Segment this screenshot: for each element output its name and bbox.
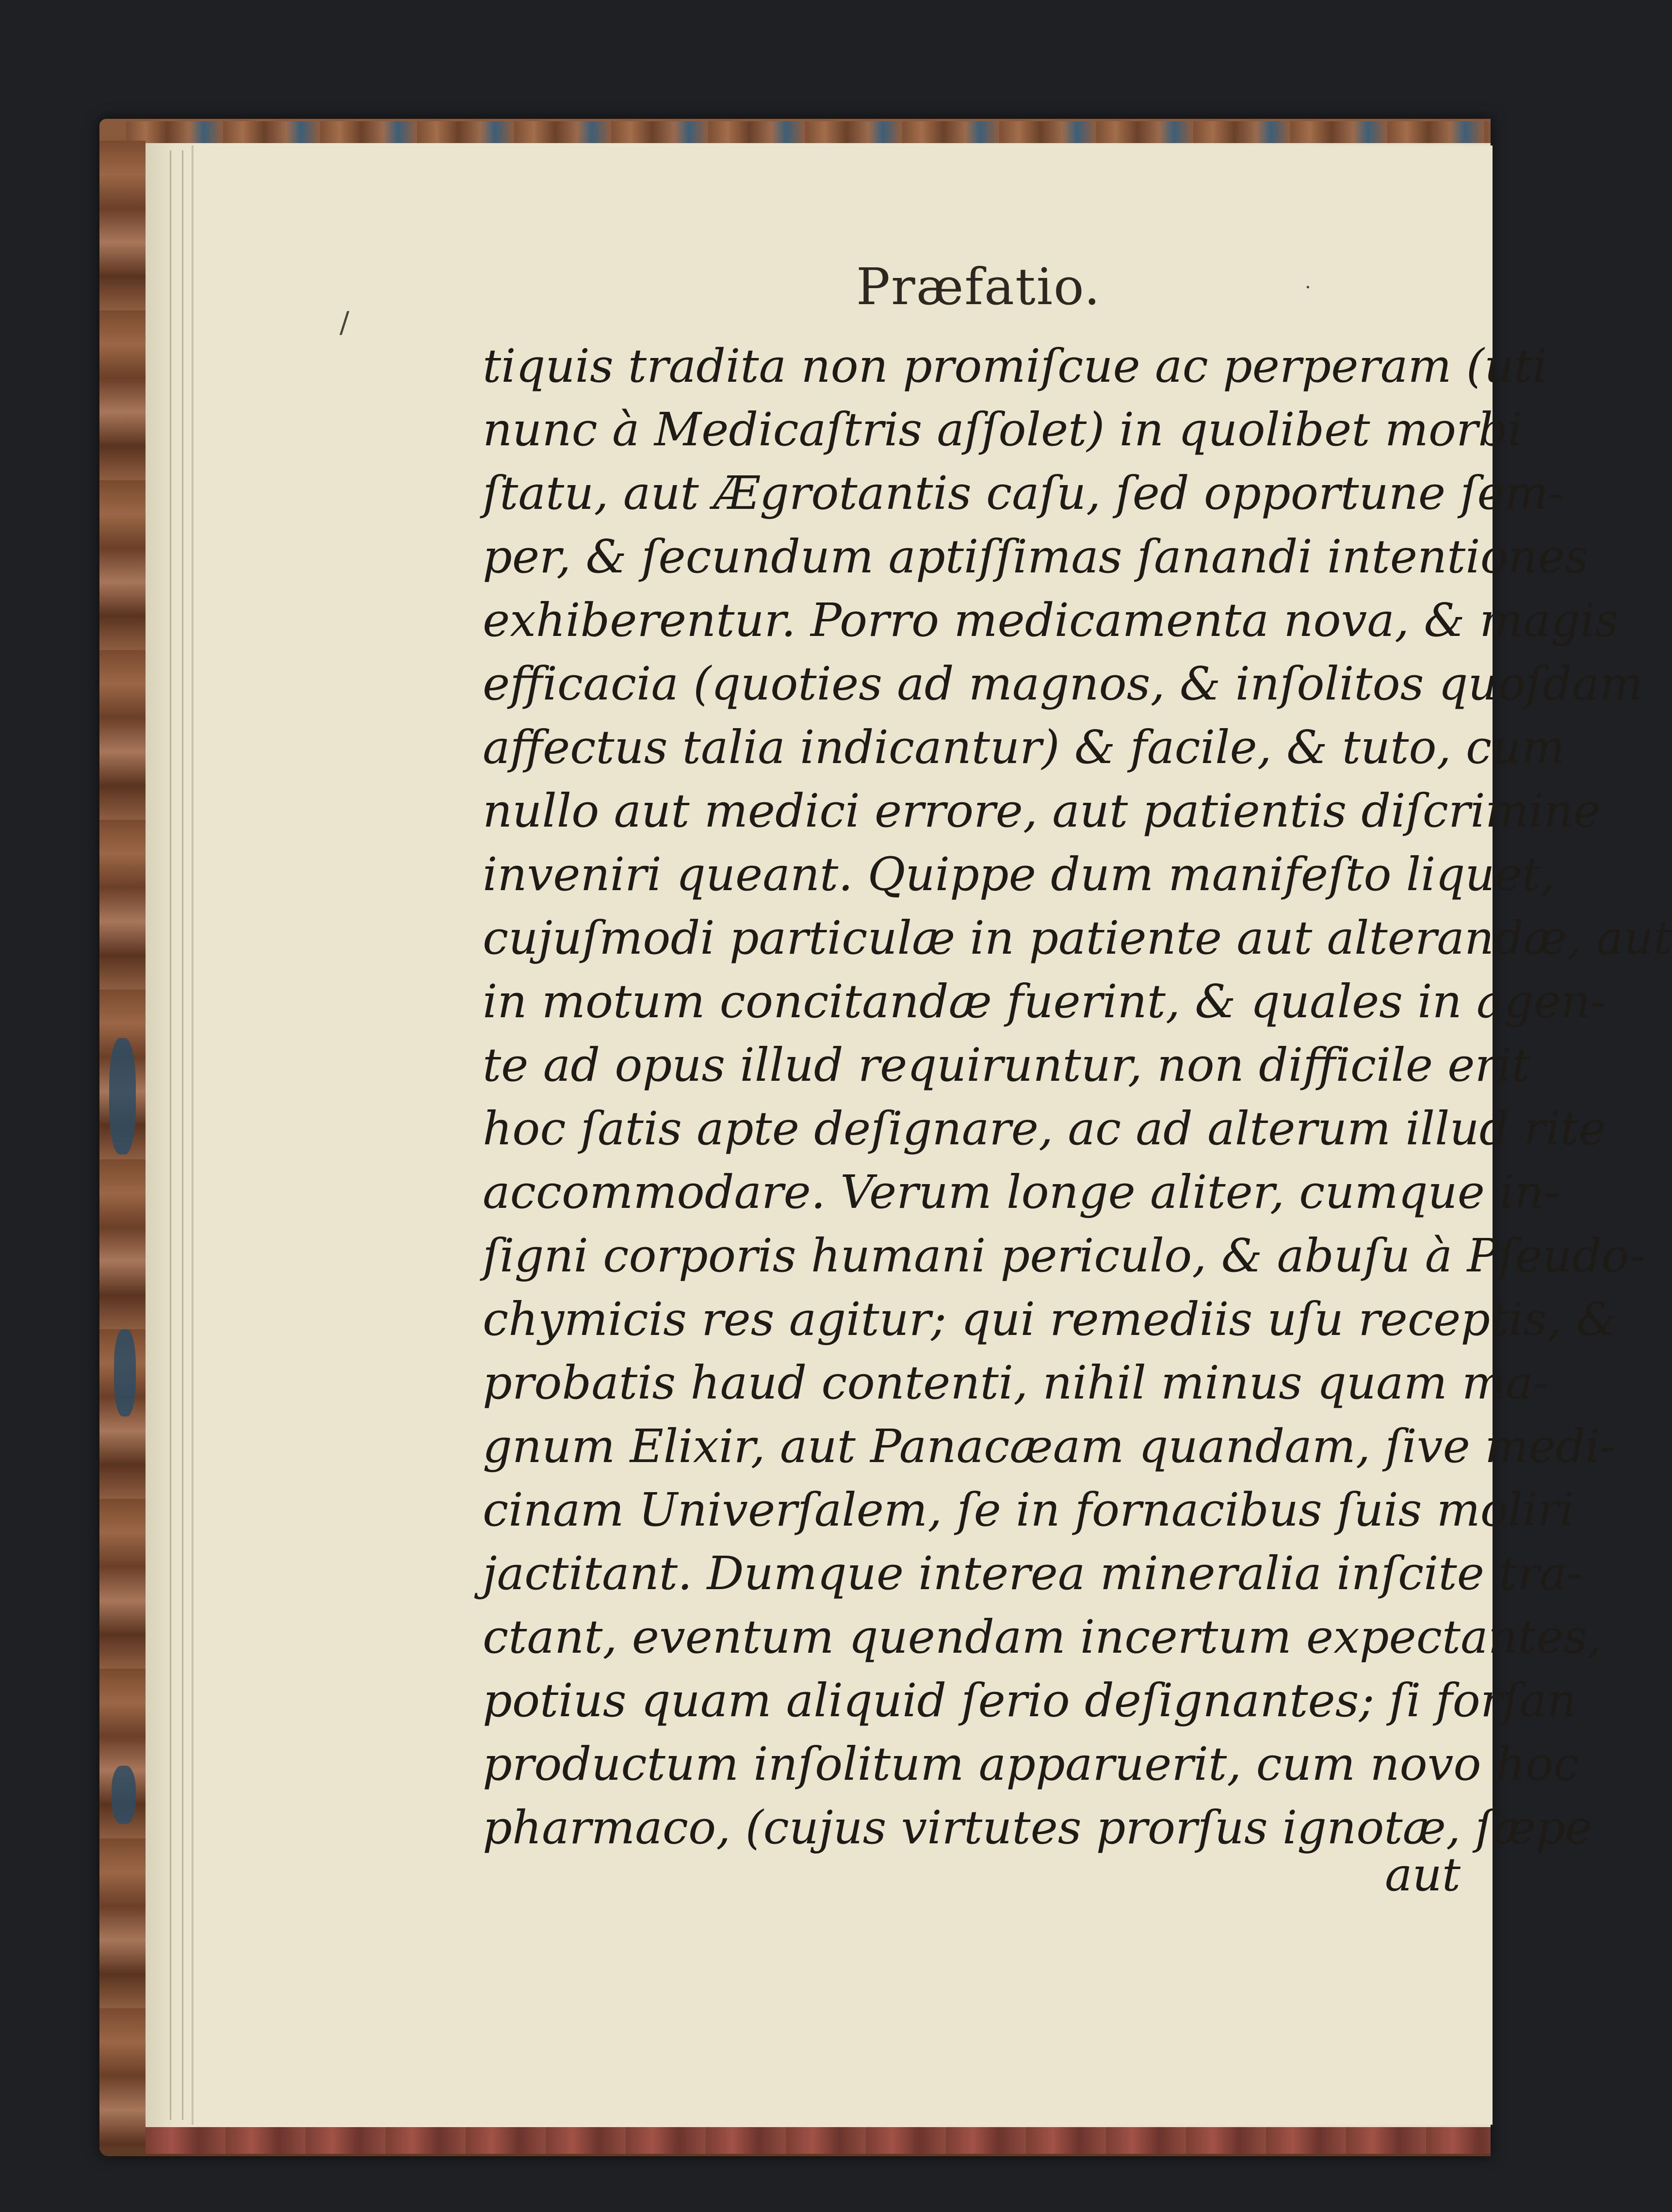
text-line: ſigni corporis humani periculo, & abuſu à Pſeudo-: [483, 1229, 1645, 1283]
body-text: [483, 335, 1672, 1860]
text-line: nunc à Medicaſtris aſſolet) in quolibet morbi: [483, 403, 1523, 456]
text-line: probatis haud contenti, nihil minus quam ma-: [483, 1356, 1549, 1410]
text-line: cinam Univerſalem, ſe in fornacibus ſuis moliri: [483, 1483, 1575, 1537]
cover-bottom-edge: [146, 2125, 1491, 2154]
text-line: per, & ſecundum aptiſſimas ſanandi intentiones: [483, 530, 1589, 584]
text-line: tiquis tradita non promiſcue ac perperam (uti: [483, 340, 1547, 393]
text-line: inveniri queant. Quippe dum manifeſto liquet,: [483, 848, 1556, 901]
catchword: aut: [1385, 1848, 1461, 1902]
ink-mark: ·: [1305, 276, 1311, 299]
text-line: gnum Elixir, aut Panacæam quandam, ſive medi-: [483, 1420, 1616, 1473]
gutter-line: [170, 150, 171, 2120]
text-line: cujuſmodi particulæ in patiente aut alterandæ, aut: [483, 911, 1672, 965]
text-line: productum inſolitum apparuerit, cum novo hoc: [483, 1738, 1579, 1791]
marble-spot: [112, 1766, 136, 1824]
ink-mark: /: [340, 306, 350, 340]
cover-top-edge: [126, 121, 1491, 145]
gutter-line: [182, 150, 183, 2120]
cover-left-edge: [99, 141, 146, 2149]
page-header: Præfatio.: [856, 257, 1101, 316]
text-line: te ad opus illud requiruntur, non difficile erit: [483, 1039, 1530, 1092]
text-line: chymicis res agitur; qui remediis uſu receptis, &: [483, 1293, 1618, 1346]
text-line: potius quam aliquid ſerio deſignantes; ſi forſan: [483, 1674, 1577, 1727]
text-line: pharmaco, (cujus virtutes prorſus ignotæ, ſæpe: [483, 1801, 1592, 1854]
text-line: affectus talia indicantur) & facile, & tuto, cum: [483, 721, 1565, 774]
text-line: nullo aut medici errore, aut patientis diſcrimine: [483, 784, 1601, 838]
text-line: jactitant. Dumque interea mineralia inſcite tra-: [483, 1547, 1583, 1600]
text-line: hoc ſatis apte deſignare, ac ad alterum illud rite: [483, 1102, 1606, 1155]
marble-spot: [109, 1038, 136, 1155]
text-line: accommodare. Verum longe aliter, cumque in-: [483, 1166, 1559, 1219]
text-line: ſtatu, aut Ægrotantis caſu, ſed opportune ſem-: [483, 467, 1564, 520]
text-line: in motum concitandæ fuerint, & quales in agen-: [483, 975, 1606, 1028]
text-line: exhiberentur. Porro medicamenta nova, & magis: [483, 594, 1619, 647]
text-line: efficacia (quoties ad magnos, & inſolitos quoſdam: [483, 657, 1643, 711]
text-line: ctant, eventum quendam incertum expectantes,: [483, 1610, 1602, 1664]
marble-spot: [114, 1329, 136, 1416]
